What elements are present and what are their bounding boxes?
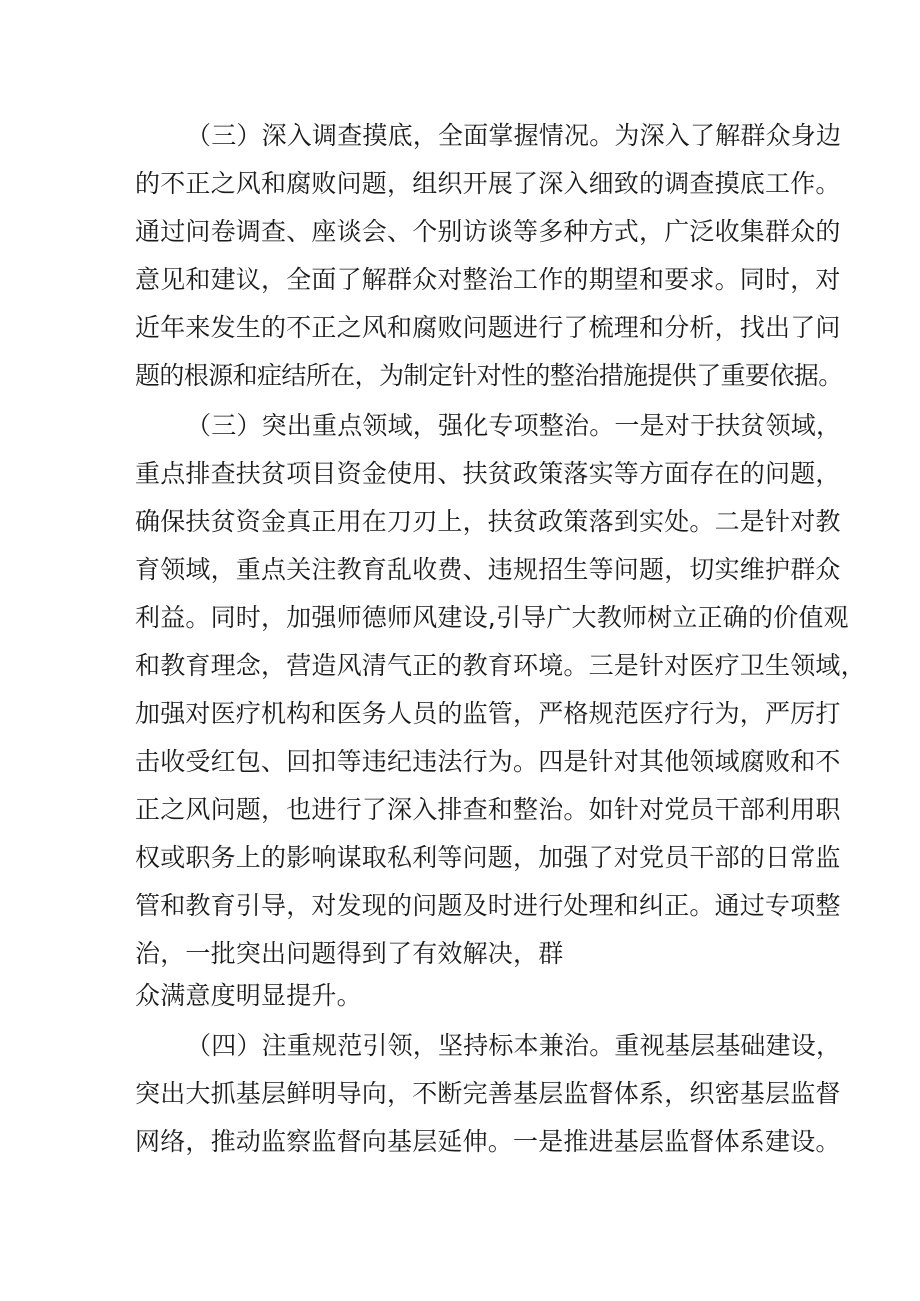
paragraph-3-line-4: 意见和建议，全面了解群众对整治工作的期望和要求。同时，对 bbox=[135, 265, 841, 294]
paragraph-4-line-1: （三）突出重点领域，强化专项整治。一是对于扶贫领域， bbox=[186, 411, 842, 440]
paragraph-3-line-6: 题的根源和症结所在，为制定针对性的整治措施提供了重要依据。 bbox=[135, 361, 843, 390]
paragraph-5-line-3: 网络，推动监察监督向基层延伸。一是推进基层监督体系建设。 bbox=[135, 1127, 841, 1156]
paragraph-4-line-4: 育领域，重点关注教育乱收费、违规招生等问题，切实维护群众 bbox=[135, 555, 841, 584]
paragraph-4-line-7: 加强对医疗机构和医务人员的监管，严格规范医疗行为，严厉打 bbox=[135, 699, 841, 728]
paragraph-3-line-3: 通过问卷调查、座谈会、个别访谈等多种方式，广泛收集群众的 bbox=[135, 217, 841, 246]
paragraph-4-line-12: 治，一批突出问题得到了有效解决，群 bbox=[135, 939, 564, 968]
paragraph-4-line-11: 管和教育引导，对发现的问题及时进行处理和纠正。通过专项整 bbox=[135, 891, 841, 920]
paragraph-4-line-10: 权或职务上的影响谋取私利等问题，加强了对党员干部的日常监 bbox=[135, 843, 841, 872]
paragraph-5-line-1: （四）注重规范引领，坚持标本兼治。重视基层基础建设， bbox=[186, 1031, 842, 1060]
paragraph-4-line-6: 和教育理念，营造风清气正的教育环境。三是针对医疗卫生领域， bbox=[135, 651, 866, 680]
paragraph-3-line-5: 近年来发生的不正之风和腐败问题进行了梳理和分析，找出了问 bbox=[135, 313, 841, 342]
paragraph-4-line-9: 正之风问题，也进行了深入排查和整治。如针对党员干部利用职 bbox=[135, 795, 841, 824]
paragraph-4-line-13: 众满意度明显提升。 bbox=[135, 981, 362, 1010]
paragraph-3-line-1: （三）深入调查摸底，全面掌握情况。为深入了解群众身边 bbox=[186, 121, 842, 150]
paragraph-4-line-5: 利益。同时，加强师德师风建设,引导广大教师树立正确的价值观 bbox=[135, 603, 849, 632]
paragraph-3-line-2: 的不正之风和腐败问题，组织开展了深入细致的调查摸底工作。 bbox=[135, 169, 841, 198]
paragraph-4-line-2: 重点排查扶贫项目资金使用、扶贫政策落实等方面存在的问题， bbox=[135, 459, 841, 488]
paragraph-4-line-8: 击收受红包、回扣等违纪违法行为。四是针对其他领域腐败和不 bbox=[135, 747, 841, 776]
paragraph-4-line-3: 确保扶贫资金真正用在刀刃上，扶贫政策落到实处。二是针对教 bbox=[135, 507, 841, 536]
paragraph-5-line-2: 突出大抓基层鲜明导向，不断完善基层监督体系，织密基层监督 bbox=[135, 1079, 841, 1108]
